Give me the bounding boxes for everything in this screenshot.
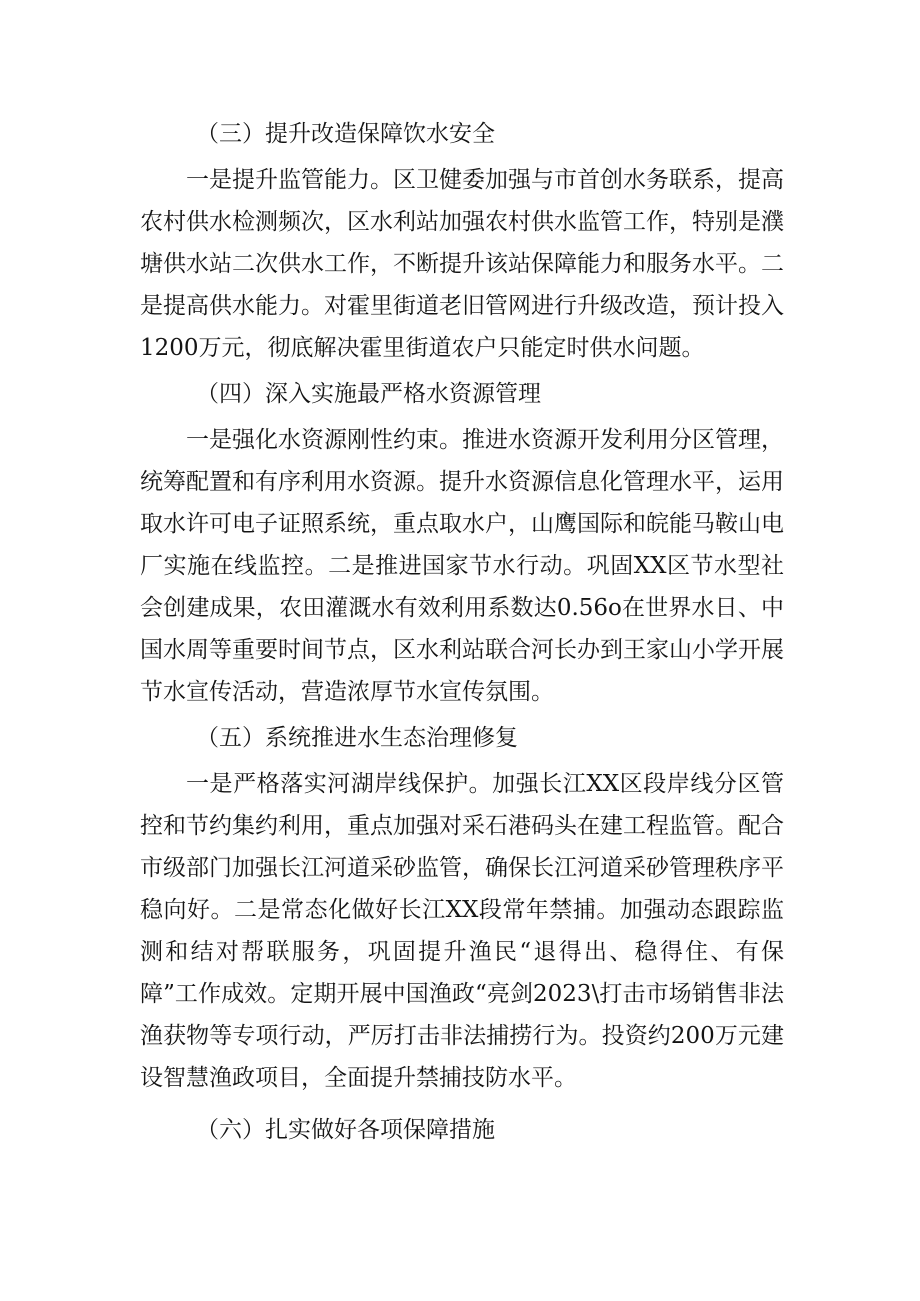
section-paragraph-4: 一是强化水资源刚性约束。推进水资源开发利用分区管理，统筹配置和有序利用水资源。提升水资源信息化管理水平，运用取水许可电子证照系统，重点取水户，山鹰国际和皖能马鞍山电厂实施在线监控。二是推进国家节水行动。巩固XX区节水型社会创建成果，农田灌溉水有效利用系数达0.56o在世界水日、中国水周等重要时间节点，区水利站联合河长办到王家山小学开展节水宣传活动，营造浓厚节水宣传氛围。	[140, 427, 784, 705]
section-heading-4: （四）深入实施最严格水资源管理	[196, 381, 541, 407]
section-paragraph-5: 一是严格落实河湖岸线保护。加强长江XX区段岸线分区管控和节约集约利用，重点加强对采石港码头在建工程监管。配合市级部门加强长江河道采砂监管，确保长江河道采砂管理秩序平稳向好。二是常态化做好长江XX段常年禁捕。加强动态跟踪监测和结对帮联服务，巩固提升渔民“退得出、稳得住、有保障”工作成效。定期开展中国渔政“亮剑2023\打击市场销售非法渔获物等专项行动，严厉打击非法捕捞行为。投资约200万元建设智慧渔政项目，全面提升禁捕技防水平。	[140, 771, 784, 1091]
section-heading-5: （五）系统推进水生态治理修复	[196, 725, 518, 751]
section-heading-6: （六）扎实做好各项保障措施	[196, 1117, 495, 1143]
section-heading-3: （三）提升改造保障饮水安全	[196, 121, 495, 147]
document-body	[140, 113, 784, 1155]
section-paragraph-3: 一是提升监管能力。区卫健委加强与市首创水务联系，提高农村供水检测频次，区水利站加强农村供水监管工作，特别是濮塘供水站二次供水工作，不断提升该站保障能力和服务水平。二是提高供水能力。对霍里街道老旧管网进行升级改造，预计投入1200万元，彻底解决霍里街道农户只能定时供水问题。	[140, 167, 784, 361]
